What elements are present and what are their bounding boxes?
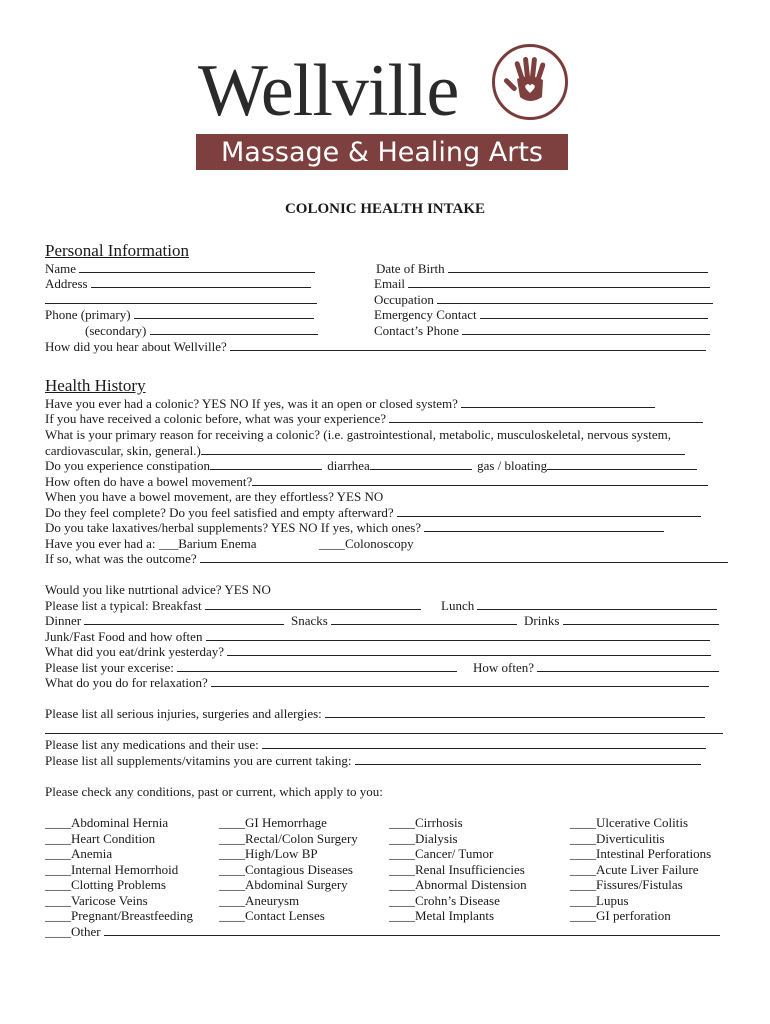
email-field[interactable]: Email (374, 276, 710, 291)
q-relaxation[interactable]: What do you do for relaxation? (45, 675, 709, 690)
q-drinks[interactable]: Drinks (524, 613, 719, 628)
q-primary-reason: What is your primary reason for receiving a colonic? (i.e. gastrointestional, metabolic, musculoskeletal, nervous system, (45, 427, 671, 442)
condition-item[interactable]: ____Intestinal Perforations (570, 846, 712, 861)
condition-item[interactable]: ____Crohn’s Disease (389, 892, 500, 908)
hand-heart-icon (492, 44, 568, 120)
emergency-contact-field[interactable]: Emergency Contact (374, 307, 708, 322)
logo-wordmark: Wellville (198, 50, 459, 132)
condition-item[interactable]: ____Pregnant/Breastfeeding (45, 908, 194, 923)
condition-item[interactable]: ____Diverticulitis (570, 830, 665, 846)
contact-phone-field[interactable]: Contact’s Phone (374, 323, 710, 338)
q-snacks[interactable]: Snacks (291, 613, 517, 628)
condition-item[interactable]: ____Varicose Veins (45, 892, 148, 908)
condition-item[interactable]: ____Renal Insufficiencies (389, 861, 525, 877)
condition-item[interactable]: ____GI perforation (570, 908, 671, 923)
condition-item[interactable]: ____Cirrhosis (389, 815, 463, 830)
phone-primary-field[interactable]: Phone (primary) (45, 307, 314, 322)
condition-item[interactable]: ____High/Low BP (219, 846, 318, 861)
q-colonoscopy[interactable]: ____Colonoscopy (319, 536, 414, 551)
q-colonic-experience[interactable]: If you have received a colonic before, what was your experience? (45, 411, 703, 426)
condition-other-field[interactable]: ____Other (45, 924, 720, 939)
condition-item[interactable]: ____Anemia (45, 846, 113, 861)
dob-field[interactable]: Date of Birth (376, 261, 708, 276)
conditions-col-3 (389, 815, 527, 923)
address-field[interactable]: Address (45, 276, 311, 291)
q-dinner[interactable]: Dinner (45, 613, 284, 628)
q-junk-food[interactable]: Junk/Fast Food and how often (45, 629, 710, 644)
q-effortless[interactable]: When you have a bowel movement, are they effortless? YES NO (45, 489, 384, 504)
conditions-col-1 (45, 815, 193, 923)
logo-tagline-banner: Massage & Healing Arts (196, 134, 568, 170)
q-outcome[interactable]: If so, what was the outcome? (45, 551, 728, 566)
condition-item[interactable]: ____Abdominal Surgery (219, 877, 348, 892)
condition-item[interactable]: ____Fissures/Fistulas (570, 877, 683, 892)
occupation-field[interactable]: Occupation (374, 292, 713, 307)
condition-item[interactable]: ____Aneurysm (219, 892, 300, 908)
condition-item[interactable]: ____Abdominal Hernia (45, 815, 169, 830)
condition-item[interactable]: ____GI Hemorrhage (219, 815, 327, 830)
address-line2-field[interactable] (45, 292, 317, 307)
q-barium-enema[interactable]: Have you ever had a: ___Barium Enema (45, 536, 257, 551)
condition-item[interactable]: ____Dialysis (389, 830, 458, 846)
q-nutrition-advice[interactable]: Would you like nutrtional advice? YES NO (45, 582, 271, 597)
condition-item[interactable]: ____Rectal/Colon Surgery (219, 830, 358, 846)
condition-item[interactable]: ____Lupus (570, 892, 629, 908)
q-supplements[interactable]: Please list all supplements/vitamins you are current taking: (45, 753, 701, 768)
q-yesterday[interactable]: What did you eat/drink yesterday? (45, 644, 711, 659)
q-constipation[interactable]: Do you experience constipation diarrhea gas / bloating (45, 458, 697, 473)
q-injuries[interactable]: Please list all serious injuries, surgeries and allergies: (45, 706, 705, 721)
q-exercise-frequency[interactable]: How often? (473, 660, 719, 675)
section-heading-health: Health History (45, 376, 146, 395)
condition-item[interactable]: ____Clotting Problems (45, 877, 166, 892)
phone-secondary-field[interactable]: (secondary) (85, 323, 318, 338)
condition-item[interactable]: ____Metal Implants (389, 908, 495, 923)
condition-item[interactable]: ____Acute Liver Failure (570, 861, 699, 877)
condition-item[interactable]: ____Abnormal Distension (389, 877, 527, 892)
q-laxatives[interactable]: Do you take laxatives/herbal supplements? YES NO If yes, which ones? (45, 520, 664, 535)
q-primary-reason-cont[interactable]: cardiovascular, skin, general.) (45, 443, 685, 458)
condition-item[interactable]: ____Heart Condition (45, 830, 156, 846)
form-title: COLONIC HEALTH INTAKE (284, 201, 486, 217)
condition-item[interactable]: ____Cancer/ Tumor (389, 846, 494, 861)
hear-about-field[interactable]: How did you hear about Wellville? (45, 339, 706, 354)
conditions-col-4 (570, 815, 711, 923)
condition-item[interactable]: ____Ulcerative Colitis (570, 815, 689, 830)
conditions-col-2 (219, 815, 358, 923)
conditions-prompt: Please check any conditions, past or current, which apply to you: (45, 784, 383, 799)
condition-item[interactable]: ____Internal Hemorrhoid (45, 861, 179, 877)
q-medications[interactable]: Please list any medications and their use: (45, 737, 706, 752)
q-lunch[interactable]: Lunch (441, 598, 717, 613)
q-bowel-frequency[interactable]: How often do have a bowel movement? (45, 474, 708, 489)
name-field[interactable]: Name (45, 261, 315, 276)
q-exercise[interactable]: Please list your excerise: (45, 660, 457, 675)
q-breakfast[interactable]: Please list a typical: Breakfast (45, 598, 421, 613)
condition-item[interactable]: ____Contact Lenses (219, 908, 325, 923)
q-injuries-line2[interactable] (45, 722, 723, 737)
section-heading-personal: Personal Information (45, 241, 189, 260)
logo (196, 44, 568, 172)
q-colonic-history[interactable]: Have you ever had a colonic? YES NO If yes, was it an open or closed system? (45, 396, 655, 411)
q-complete[interactable]: Do they feel complete? Do you feel satisfied and empty afterward? (45, 505, 701, 520)
condition-item[interactable]: ____Contagious Diseases (219, 861, 353, 877)
